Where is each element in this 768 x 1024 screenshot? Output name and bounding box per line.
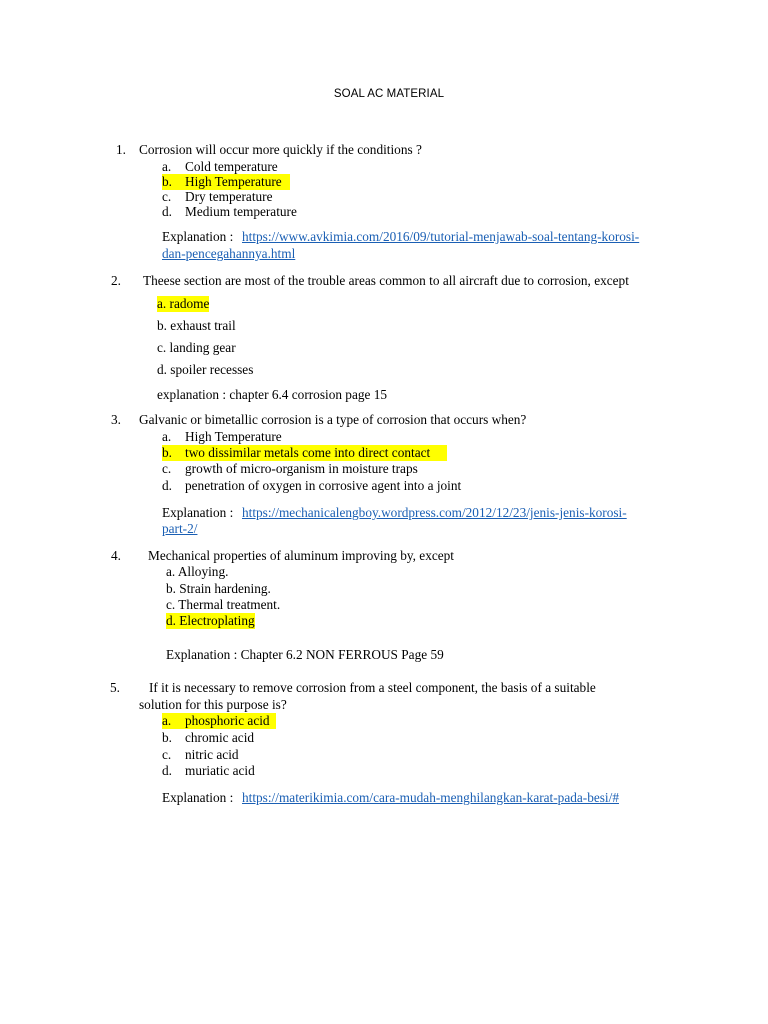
question-4-number: 4. [111, 548, 121, 563]
q5-option-a-highlight [162, 713, 276, 729]
q1-explanation-link[interactable]: https://www.avkimia.com/2016/09/tutorial-menjawab-soal-tentang-korosi- [242, 229, 640, 244]
q5-option-d-letter: d. [162, 763, 172, 778]
q1-explanation-label: Explanation : [162, 229, 234, 244]
q4-option-b: b. Strain hardening. [166, 581, 271, 596]
q3-option-a-letter: a. [162, 429, 172, 444]
q2-option-b: b. exhaust trail [157, 318, 236, 333]
q5-option-b-letter: b. [162, 730, 172, 745]
question-3-text: Galvanic or bimetallic corrosion is a type of corrosion that occurs when? [139, 412, 527, 427]
q3-option-d-letter: d. [162, 478, 172, 493]
q4-option-a: a. Alloying. [166, 564, 229, 579]
question-5-text-cont: solution for this purpose is? [139, 697, 287, 712]
question-4-text: Mechanical properties of aluminum improving by, except [148, 548, 454, 563]
q1-option-c-letter: c. [162, 189, 172, 204]
q4-explanation: Explanation : Chapter 6.2 NON FERROUS Page 59 [166, 647, 444, 662]
q3-option-c-letter: c. [162, 461, 172, 476]
q4-option-d: d. Electroplating [166, 613, 255, 628]
q3-explanation-label: Explanation : [162, 505, 234, 520]
q5-option-a: phosphoric acid [185, 713, 270, 728]
q3-option-c: growth of micro-organism in moisture traps [185, 461, 418, 476]
q1-option-b: High Temperature [185, 174, 282, 189]
q1-explanation-link-cont[interactable]: dan-pencegahannya.html [162, 246, 296, 261]
q5-option-d: muriatic acid [185, 763, 255, 778]
q4-option-c: c. Thermal treatment. [166, 597, 281, 612]
q1-option-d-letter: d. [162, 204, 172, 219]
q2-option-c: c. landing gear [157, 340, 236, 355]
q1-option-d: Medium temperature [185, 204, 297, 219]
q3-option-a: High Temperature [185, 429, 282, 444]
q3-option-b-letter: b. [162, 445, 172, 460]
q5-option-a-letter: a. [162, 713, 172, 728]
q2-option-a: a. radome [157, 296, 210, 311]
question-5-text: If it is necessary to remove corrosion from a steel component, the basis of a suitable [149, 680, 596, 695]
q5-option-c-letter: c. [162, 747, 172, 762]
question-3-number: 3. [111, 412, 121, 427]
q1-option-a-letter: a. [162, 159, 172, 174]
question-5-number: 5. [110, 680, 120, 695]
q2-explanation: explanation : chapter 6.4 corrosion page 15 [157, 387, 388, 402]
q3-option-d: penetration of oxygen in corrosive agent into a joint [185, 478, 462, 493]
q3-option-b: two dissimilar metals come into direct contact [185, 445, 431, 460]
q5-option-c: nitric acid [185, 747, 239, 762]
q1-option-b-highlight [162, 174, 290, 190]
q3-explanation-link[interactable]: https://mechanicalengboy.wordpress.com/2012/12/23/jenis-jenis-korosi- [242, 505, 627, 520]
q1-option-a: Cold temperature [185, 159, 278, 174]
q1-option-b-letter: b. [162, 174, 172, 189]
question-1-number: 1. [116, 142, 126, 157]
q3-option-b-highlight [162, 445, 447, 461]
q5-option-b: chromic acid [185, 730, 255, 745]
q2-option-d: d. spoiler recesses [157, 362, 254, 377]
q1-option-c: Dry temperature [185, 189, 273, 204]
question-1-text: Corrosion will occur more quickly if the conditions ? [139, 142, 422, 157]
question-2-text: Theese section are most of the trouble areas common to all aircraft due to corrosion, except [143, 273, 629, 288]
q5-explanation-link[interactable]: https://materikimia.com/cara-mudah-menghilangkan-karat-pada-besi/# [242, 790, 619, 805]
document-title: SOAL AC MATERIAL [333, 88, 445, 100]
q5-explanation-label: Explanation : [162, 790, 234, 805]
q3-explanation-link-cont[interactable]: part-2/ [162, 521, 198, 536]
question-2-number: 2. [111, 273, 121, 288]
